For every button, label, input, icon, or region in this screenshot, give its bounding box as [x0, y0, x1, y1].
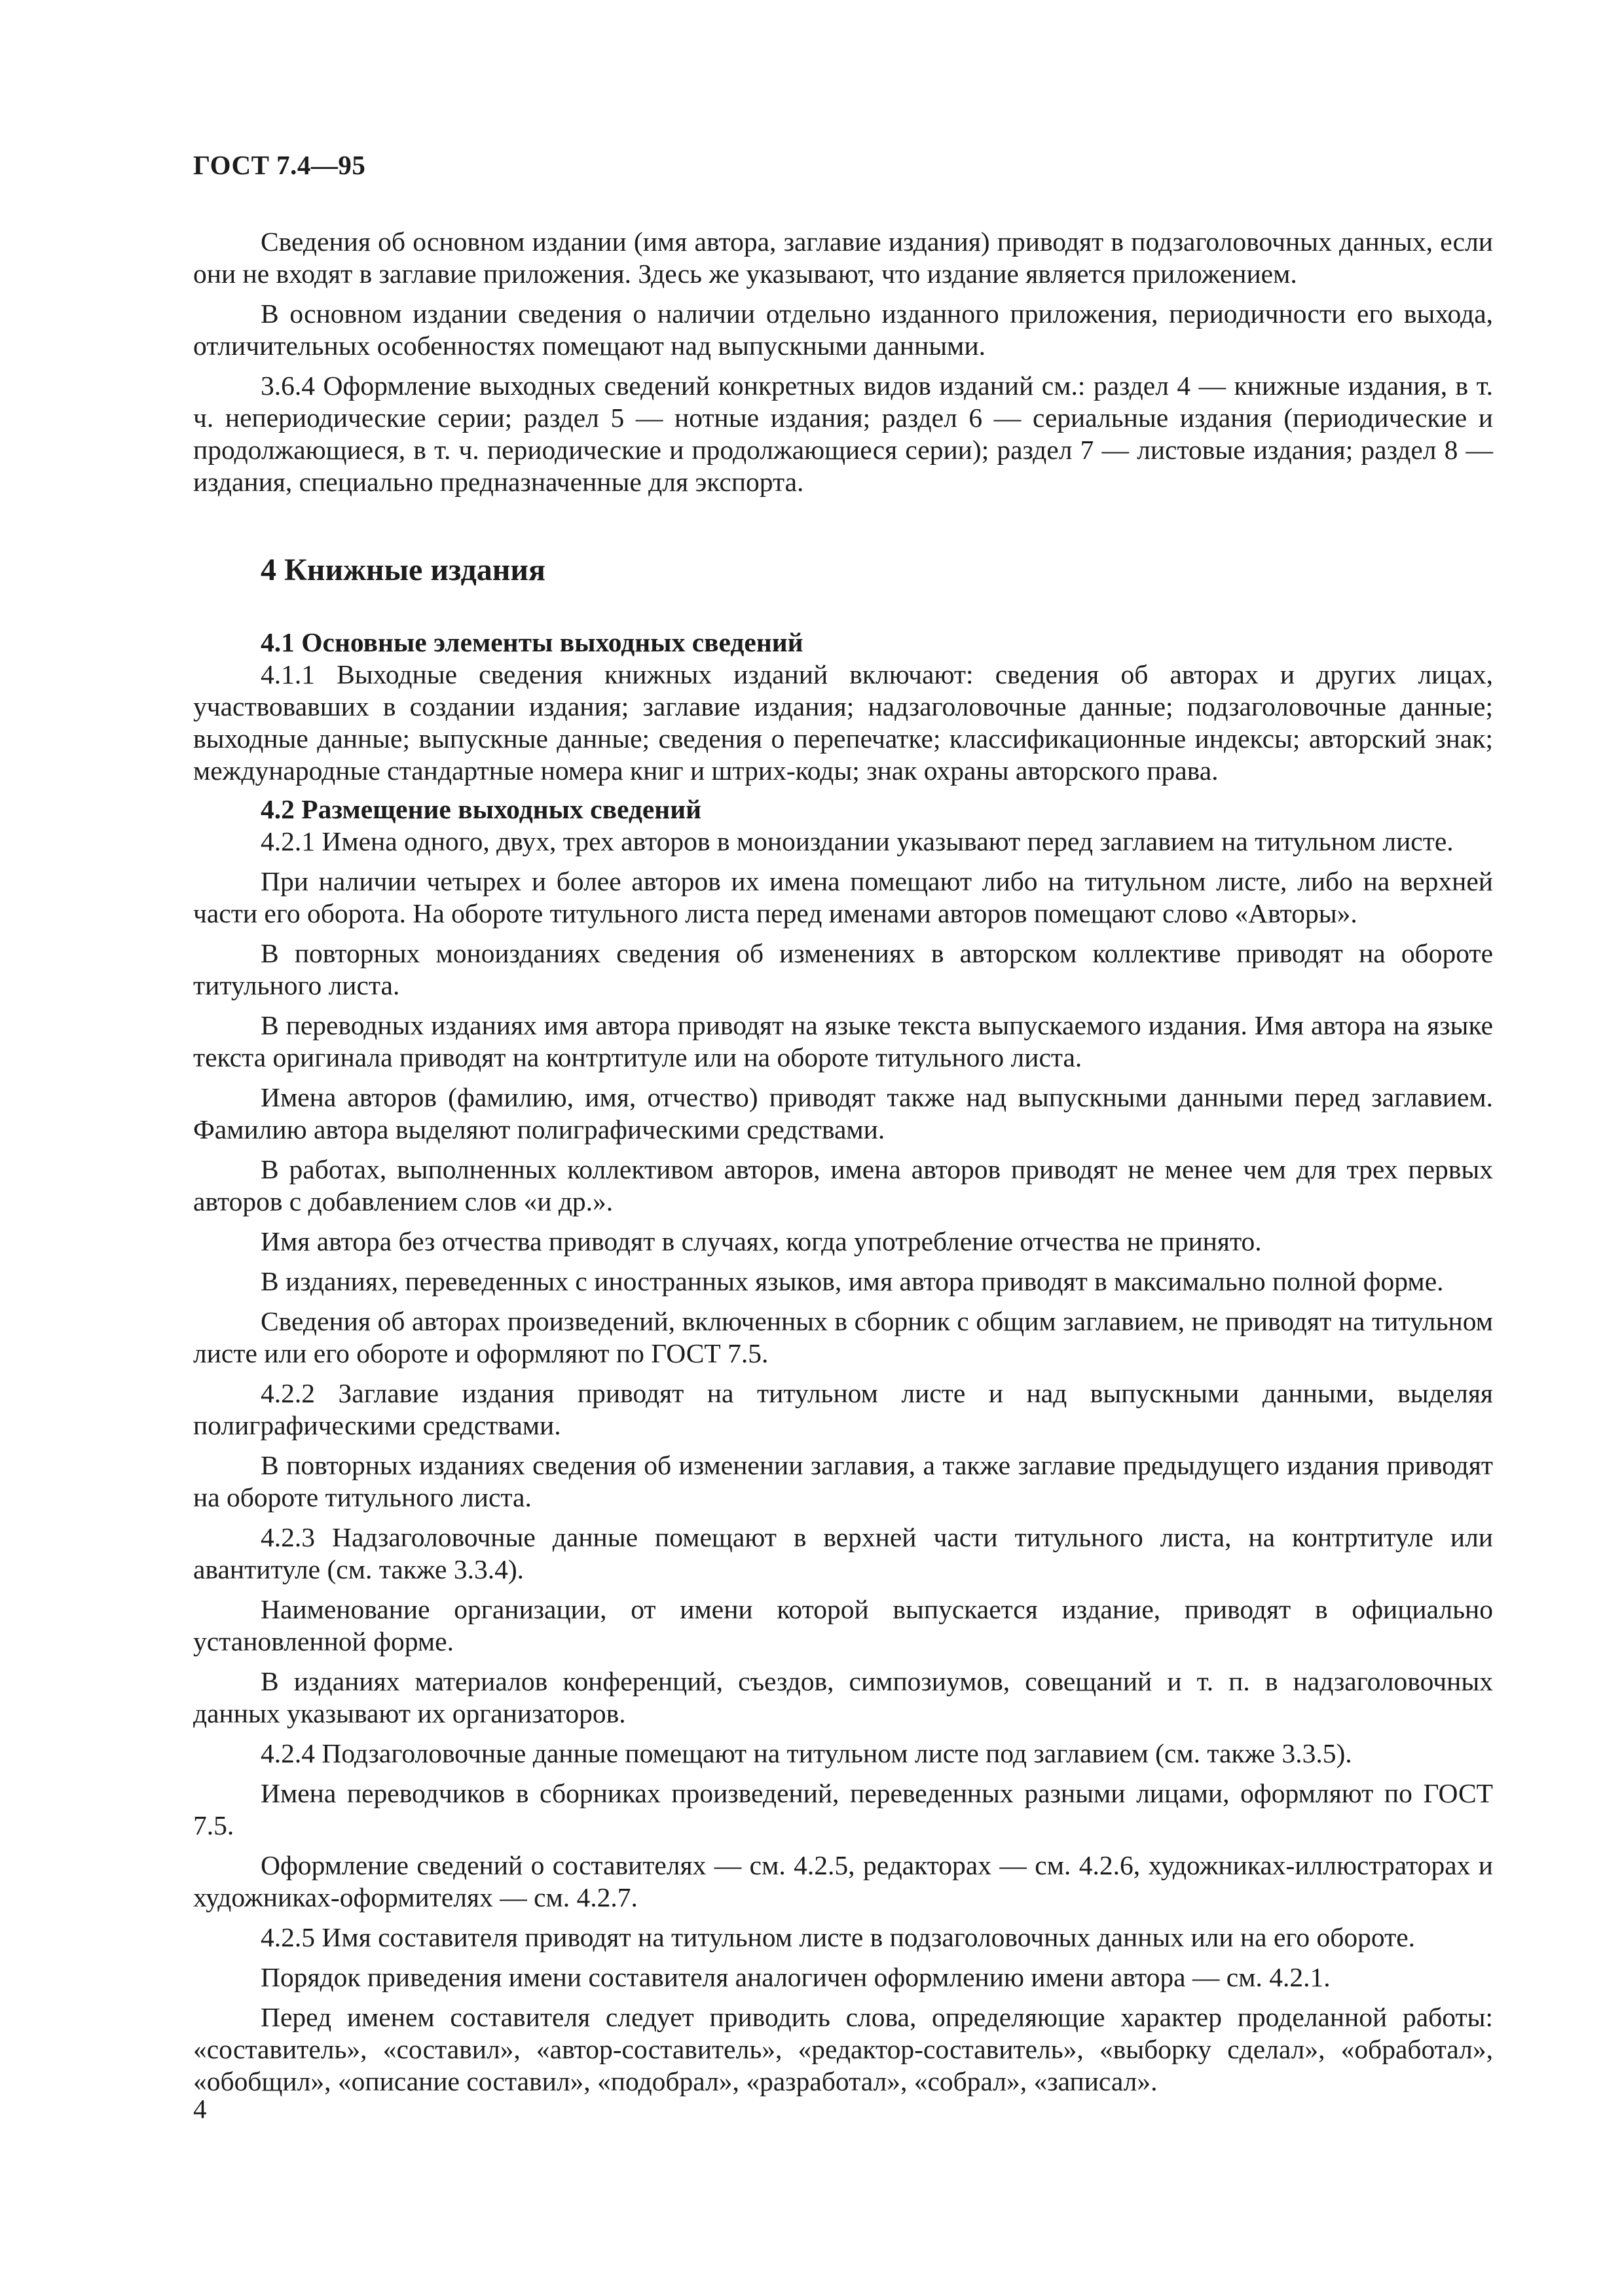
standard-header: ГОСТ 7.4—95	[193, 150, 366, 180]
paragraph: В работах, выполненных коллективом авторов, имена авторов приводят не менее чем для трех первых авторов с добавлением слов «и др.».	[193, 1154, 1493, 1216]
subsection-heading: 4.2 Размещение выходных сведений	[261, 794, 702, 824]
paragraph: Порядок приведения имени составителя аналогичен оформлению имени автора — см. 4.2.1.	[261, 1962, 1331, 1992]
paragraph: В повторных изданиях сведения об изменении заглавия, а также заглавие предыдущего издания приводят на обороте титульного листа.	[193, 1450, 1493, 1512]
paragraph: Сведения об основном издании (имя автора, заглавие издания) приводят в подзаголовочных данных, если они не входят в заглавие приложения. Здесь же указывают, что издание является приложением.	[193, 227, 1493, 289]
paragraph: В основном издании сведения о наличии отдельно изданного приложения, периодичности его выхода, отличительных особенностях помещают над выпускными данными.	[193, 299, 1493, 361]
paragraph: 3.6.4 Оформление выходных сведений конкретных видов изданий см.: раздел 4 — книжные издания, в т. ч. непериодические серии; раздел 5 — нотные издания; раздел 6 — сериальные издания (периодические и продолжающиеся, в т. ч. периодические и продолжающиеся серии); раздел 7 — листовые издания; раздел 8 — издания, специально предназначенные для экспорта.	[193, 371, 1493, 497]
subsection-heading: 4.1 Основные элементы выходных сведений	[261, 627, 803, 657]
page-body	[193, 226, 1493, 2098]
paragraph: 4.2.5 Имя составителя приводят на титульном листе в подзаголовочных данных или на его обороте.	[261, 1922, 1416, 1952]
paragraph: Перед именем составителя следует приводить слова, определяющие характер проделанной работы: «составитель», «составил», «автор-составитель», «редактор-составитель», «выборку сделал», «обработал», «обобщил», «описание составил», «подобрал», «разработал», «собрал», «записал».	[193, 2002, 1493, 2096]
section-heading: 4 Книжные издания	[261, 553, 545, 587]
paragraph: 4.2.4 Подзаголовочные данные помещают на титульном листе под заглавием (см. также 3.3.5).	[261, 1738, 1352, 1768]
page-number: 4	[193, 2094, 207, 2124]
paragraph: Оформление сведений о составителях — см. 4.2.5, редакторах — см. 4.2.6, художниках-иллюстраторах и художниках-оформителях — см. 4.2.7.	[193, 1850, 1493, 1912]
paragraph: 4.2.2 Заглавие издания приводят на титульном листе и над выпускными данными, выделяя полиграфическими средствами.	[193, 1378, 1493, 1440]
paragraph: Имена авторов (фамилию, имя, отчество) приводят также над выпускными данными перед заглавием. Фамилию автора выделяют полиграфическими средствами.	[193, 1082, 1493, 1144]
paragraph: Имя автора без отчества приводят в случаях, когда употребление отчества не принято.	[261, 1226, 1262, 1256]
paragraph: При наличии четырех и более авторов их имена помещают либо на титульном листе, либо на верхней части его оборота. На обороте титульного листа перед именами авторов помещают слово «Авторы».	[193, 866, 1493, 928]
paragraph: Имена переводчиков в сборниках произведений, переведенных разными лицами, оформляют по ГОСТ 7.5.	[193, 1778, 1493, 1840]
paragraph: 4.2.3 Надзаголовочные данные помещают в верхней части титульного листа, на контртитуле или авантитуле (см. также 3.3.4).	[193, 1522, 1493, 1584]
paragraph: Сведения об авторах произведений, включенных в сборник с общим заглавием, не приводят на титульном листе или его обороте и оформляют по ГОСТ 7.5.	[193, 1306, 1493, 1368]
paragraph: В изданиях материалов конференций, съездов, симпозиумов, совещаний и т. п. в надзаголовочных данных указывают их организаторов.	[193, 1666, 1493, 1728]
paragraph: 4.1.1 Выходные сведения книжных изданий включают: сведения об авторах и других лицах, участвовавших в создании издания; заглавие издания; надзаголовочные данные; подзаголовочные данные; выходные данные; выпускные данные; сведения о перепечатке; классификационные индексы; авторский знак; международные стандартные номера книг и штрих-коды; знак охраны авторского права.	[193, 659, 1493, 786]
paragraph: В изданиях, переведенных с иностранных языков, имя автора приводят в максимально полной форме.	[261, 1266, 1444, 1296]
paragraph: В переводных изданиях имя автора приводят на языке текста выпускаемого издания. Имя автора на языке текста оригинала приводят на контртитуле или на обороте титульного листа.	[193, 1010, 1493, 1072]
paragraph: Наименование организации, от имени которой выпускается издание, приводят в официально установленной форме.	[193, 1594, 1493, 1656]
paragraph: В повторных моноизданиях сведения об изменениях в авторском коллективе приводят на обороте титульного листа.	[193, 938, 1493, 1000]
paragraph: 4.2.1 Имена одного, двух, трех авторов в моноиздании указывают перед заглавием на титульном листе.	[261, 826, 1454, 856]
